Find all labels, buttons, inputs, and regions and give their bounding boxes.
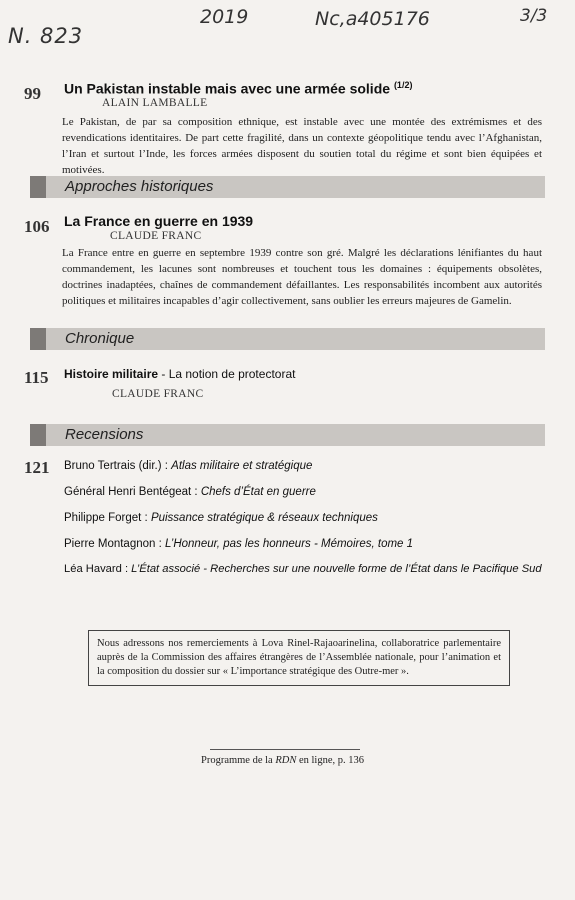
footer-note [0,755,575,766]
handwritten-year: 2019 [200,6,249,28]
article-title-suffix: (1/2) [393,80,413,90]
recension-item [64,563,542,575]
recensions-number: 121 [24,458,50,477]
section-marker [30,176,46,198]
recension-author: Pierre Montagnon : [64,538,166,550]
section-title: Chronique [65,330,135,347]
recension-author: Bruno Tertrais (dir.) : [64,460,172,472]
article-title: La France en guerre en 1939 [64,213,254,229]
section-header-chronique [30,328,545,350]
article-number: 99 [24,84,41,103]
article-author: CLAUDE FRANC [112,388,204,400]
article-abstract: Le Pakistan, de par sa composition ethnique, est instable avec une montée des extrémismes et des revendications identitaires. De part cette fragilité, dans un contexte géopolitique tendu avec l’Afghanistan, l’Iran et surtout l’Inde, les forces armées disposent du soutien total du régime et sont bien équipées et motivées. [62,116,542,176]
recension-item [64,538,413,550]
recension-author: Philippe Forget : [64,512,151,524]
recension-author: Général Henri Bentégeat : [64,486,201,498]
section-marker [30,424,46,446]
handwritten-number: N. 823 [8,24,84,48]
section-header-recensions [30,424,545,446]
recension-item [64,460,312,472]
article-title [64,80,412,97]
recension-item [64,486,316,498]
section-title: Recensions [65,426,144,443]
recension-title: Atlas militaire et stratégique [171,460,313,472]
footer-rdn: RDN [275,755,297,766]
recension-title: L’Honneur, pas les honneurs - Mémoires, tome 1 [165,538,414,550]
article-author: ALAIN LAMBALLE [102,97,208,109]
article-number: 106 [24,217,50,236]
article-title [64,367,295,381]
footer-text-after: en ligne, p. 136 [296,755,364,766]
handwritten-reference: Nc,a405176 [315,8,430,30]
article-author: CLAUDE FRANC [110,230,202,242]
footer-text-before: Programme de la [200,755,276,766]
article-title-rest: - La notion de protectorat [158,367,296,381]
article-abstract: La France entre en guerre en septembre 1939 contre son gré. Malgré les déclarations lénifiantes du haut commandement, les lacunes sont nombreuses et touchent tous les domaines : équipements obsolètes, doctrines inadaptées, chaînes de commandement défaillantes. Les responsabilités incombent aux autorités politiques et militaires incapables d’agir collectivement, sans oublier les erreurs majeures de Gamelin. [62,247,542,307]
recension-title: Chefs d’État en guerre [200,486,316,498]
section-marker [30,328,46,350]
article-number: 115 [24,368,49,387]
recension-author: Léa Havard : [64,563,132,575]
article-title-text: Un Pakistan instable mais avec une armée solide [64,80,391,97]
footer-rule [210,749,360,750]
section-title: Approches historiques [65,178,214,195]
recension-title: L’État associé - Recherches sur une nouvelle forme de l’État dans le Pacifique Sud [131,563,542,575]
section-header-historique [30,176,545,198]
recension-title: Puissance stratégique & réseaux techniques [150,512,378,524]
article-title-bold: Histoire militaire [64,367,159,381]
acknowledgement-box: Nous adressons nos remerciements à Lova Rinel-Rajaoarinelina, collaboratrice parlementaire auprès de la Commission des affaires étrangères de l’Assemblée nationale, pour l’animation et la composition du dossier sur « L’importance stratégique des Outre-mer ». [88,630,510,686]
handwritten-page: 3/3 [520,6,548,26]
recension-item [64,512,378,524]
